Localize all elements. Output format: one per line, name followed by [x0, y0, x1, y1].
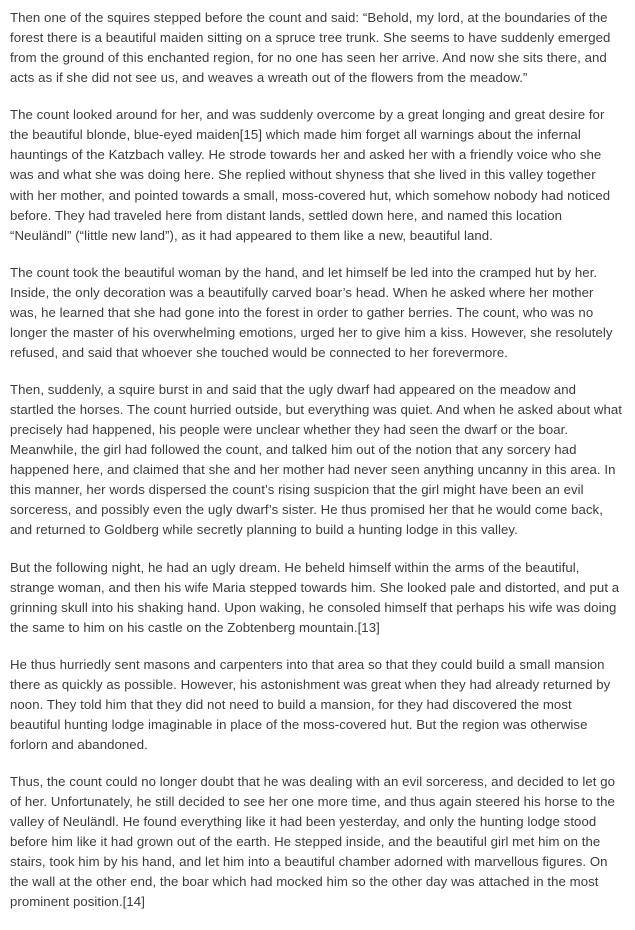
paragraph: Then, suddenly, a squire burst in and said that the ugly dwarf had appeared on the meadow and startled the horses. The count hurried outside, but everything was quiet. And when he asked about what precisely had happened, his people were unclear whether they had seen the dwarf or the boar. Meanwhile, the girl had followed the count, and talked him out of the notion that any sorcery had happened here, and claimed that she and her mother had never seen anything uncanny in this area. In this manner, her words dispersed the count’s rising suspicion that the girl might have been an evil sorceress, and possibly even the ugly dwarf’s sister. He thus promised her that he would come back, and returned to Goldberg while secretly planning to build a hunting lodge in this valley.	[10, 382, 623, 538]
paragraph: Then one of the squires stepped before the count and said: “Behold, my lord, at the boundaries of the forest there is a beautiful maiden sitting on a spruce tree trunk. She seems to have suddenly emerged from the ground of this enchanted region, for no one has seen her arrive. And now she sits there, and acts as if she did not see us, and weaves a wreath out of the flowers from the meadow.”	[10, 10, 611, 86]
paragraph: The count took the beautiful woman by the hand, and let himself be led into the cramped hut by her. Inside, the only decoration was a beautifully carved boar’s head. When he asked where her mother was, he learned that she had gone into the forest in order to gather berries. The count, who was no longer the master of his overwhelming emotions, urged her to give him a kiss. However, she resolutely refused, and said that whoever she touched would be connected to her forevermore.	[10, 264, 613, 360]
paragraph: Thus, the count could no longer doubt that he was dealing with an evil sorceress, and decided to let go of her. Unfortunately, he still decided to see her one more time, and thus again steered his horse to the valley of Neuländl. He found everything like it had been yesterday, and only the hunting lodge stood before him like it had grown out of the earth. He stepped inside, and the beautiful girl met him on the stairs, took him by his hand, and let him into a beautiful chamber adorned with marvellous figures. On the wall at the other end, the boar which had mocked him so the other day was attached in the most prominent position.[14]	[10, 774, 616, 910]
paragraph: He thus hurriedly sent masons and carpenters into that area so that they could build a small mansion there as quickly as possible. However, his astonishment was great when they had already returned by noon. They told him that they did not need to build a mansion, for they had discovered the most beautiful hunting lodge imaginable in place of the moss-covered hut. But the region was otherwise forlorn and abandoned.	[10, 656, 611, 752]
paragraph: The count looked around for her, and was suddenly overcome by a great longing and great desire for the beautiful blonde, blue-eyed maiden[15] which made him forget all warnings about the infernal hauntings of the Katzbach valley. He strode towards her and asked her with a friendly voice who she was and what she was doing here. She replied without shyness that she lived in this valley together with her mother, and pointed towards a small, moss-covered hut, which somehow nobody had noticed before. They had traveled here from distant lands, settled down here, and named this location “Neuländl” (“little new land”), as it had appeared to them like a new, beautiful land.	[10, 107, 611, 243]
paragraph: But the following night, he had an ugly dream. He beheld himself within the arms of the beautiful, strange woman, and then his wife Maria stepped towards him. She looked pale and distorted, and put a grinning skull into his shaking hand. Upon waking, he consoled himself that perhaps his wife was doing the same to him on his castle on the Zobtenberg mountain.[13]	[10, 559, 620, 635]
